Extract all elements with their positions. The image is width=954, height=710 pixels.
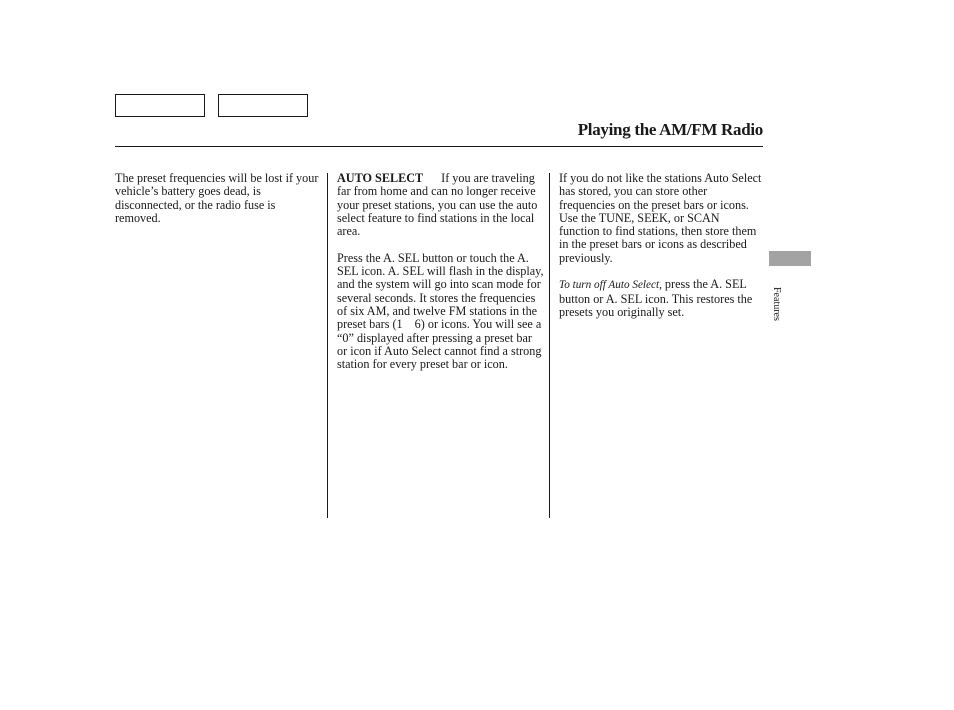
auto-select-procedure-text-2: 6) or icons. You will see a “0” displayed after pressing a preset bar or icon if Auto Select cannot find a strong station for every preset bar or icon. — [337, 317, 542, 372]
column-divider-1 — [327, 173, 328, 518]
nav-button-2[interactable] — [218, 94, 308, 117]
text-column-2 — [337, 172, 544, 371]
auto-select-heading: AUTO SELECT — [337, 171, 424, 185]
turn-off-text: press the A. SEL button or A. SEL icon. This restores the presets you originally set. — [559, 277, 753, 319]
auto-select-intro-paragraph — [337, 172, 544, 238]
section-tab-marker — [769, 251, 811, 266]
text-column-1 — [115, 172, 320, 225]
column-divider-2 — [549, 173, 550, 518]
text-column-3 — [559, 172, 762, 319]
turn-off-lead-in: To turn off Auto Select, — [559, 279, 662, 292]
section-tab-label: Features — [771, 287, 782, 321]
turn-off-auto-select-paragraph — [559, 278, 762, 319]
preset-loss-paragraph: The preset frequencies will be lost if your vehicle’s battery goes dead, is disconnected, or the radio fuse is removed. — [115, 171, 319, 225]
store-other-frequencies-paragraph: If you do not like the stations Auto Select has stored, you can store other frequencies on the preset bars or icons. Use the TUNE, SEEK, or SCAN function to find stations, then store them in the preset bars or icons as described previously. — [559, 171, 762, 265]
header-divider — [115, 146, 763, 147]
auto-select-procedure-text-1: Press the A. SEL button or touch the A. SEL icon. A. SEL will flash in the display, and the system will go into scan mode for several seconds. It stores the frequencies of six AM, and twelve FM stations in the preset bars (1 — [337, 250, 544, 332]
page-title: Playing the AM/FM Radio — [577, 120, 763, 139]
auto-select-intro-text: If you are traveling far from home and can no longer receive your preset stations, you can use the auto select feature to find stations in the local area. — [337, 171, 538, 239]
auto-select-procedure-paragraph — [337, 252, 544, 372]
nav-button-1[interactable] — [115, 94, 205, 117]
